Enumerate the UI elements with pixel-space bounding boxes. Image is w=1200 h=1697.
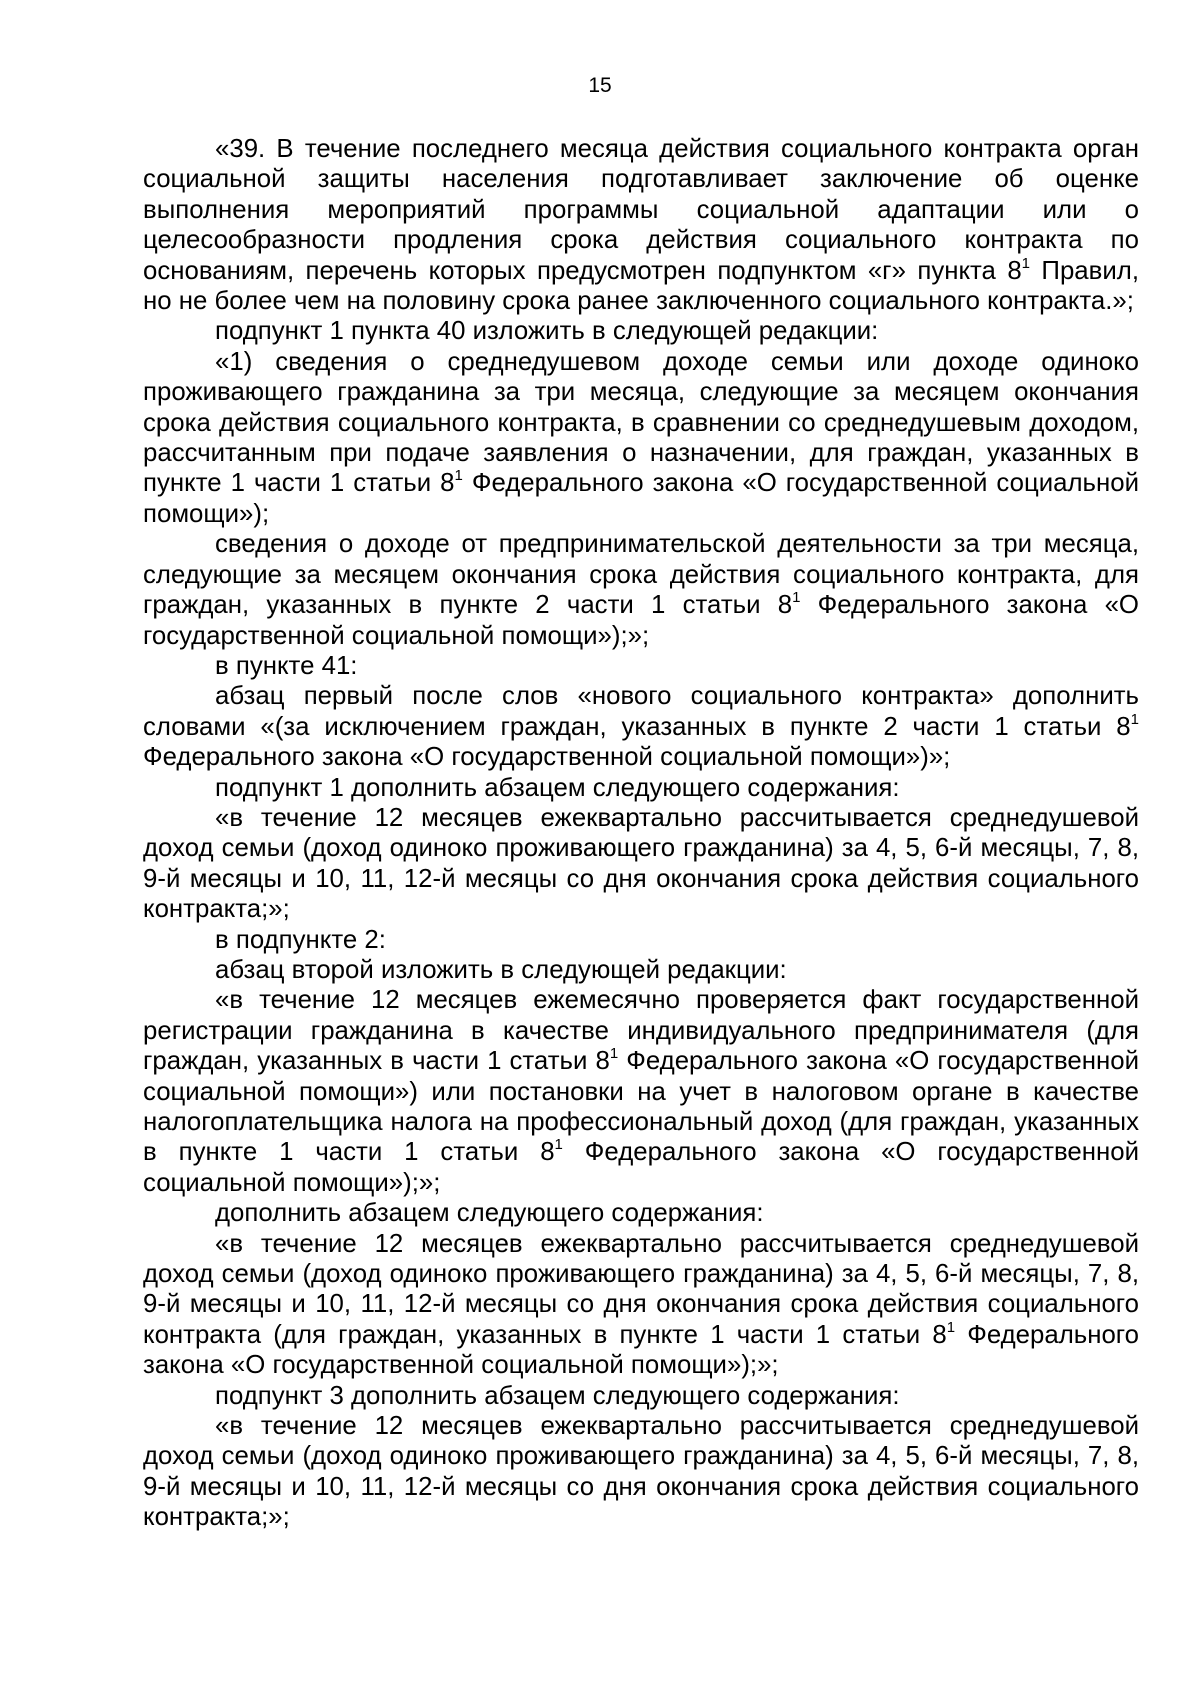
superscript: 1 <box>946 1318 956 1336</box>
paragraph-text: Федерального закона «О государственной социальной помощи»);»; <box>143 591 1139 650</box>
superscript: 1 <box>1130 710 1139 728</box>
paragraph-text: абзац первый после слов «нового социального контракта» дополнить словами «(за исключением граждан, указанных в пункте 2 части 1 статьи 8 <box>143 682 1139 741</box>
paragraph-text: «в течение 12 месяцев ежемесячно проверяется факт государственной регистрации гражданина в качестве индивидуального предпринимателя (для граждан, указанных в части 1 статьи 8 <box>143 986 1139 1076</box>
paragraph-text: подпункт 3 дополнить абзацем следующего содержания: <box>215 1381 900 1410</box>
paragraph-subitem-1 <box>143 347 1139 529</box>
paragraph-text: «в течение 12 месяцев ежеквартально рассчитывается среднедушевой доход семьи (доход одиноко проживающего гражданина) за 4, 5, 6-й месяцы, 7, 8, 9-й месяцы и 10, 11, 12-й месяцы со дня окончания срока действия социального контракта;»; <box>143 803 1139 924</box>
paragraph-quote <box>143 985 1139 1198</box>
paragraph-instruction <box>143 925 1139 955</box>
paragraph-instruction <box>143 1381 1139 1411</box>
superscript: 1 <box>454 467 463 485</box>
paragraph-text: Федерального закона «О государственной социальной помощи») или постановки на учет в налоговом органе в качестве налогоплательщика налога на профессиональный доход (для граждан, указанных в пункте 1 части 1 статьи 8 <box>143 1047 1139 1167</box>
paragraph-text: «в течение 12 месяцев ежеквартально рассчитывается среднедушевой доход семьи (доход одиноко проживающего гражданина) за 4, 5, 6-й месяцы, 7, 8, 9-й месяцы и 10, 11, 12-й месяцы со дня окончания срока действия социального контракта (для граждан, указанных в пункте 1 части 1 статьи 8 <box>143 1229 1139 1349</box>
paragraph-text: Федерального закона «О государственной социальной помощи»);»; <box>143 1320 1139 1380</box>
paragraph-text: Правил, но не более чем на половину срока ранее заключенного социального контракта.»; <box>143 256 1139 316</box>
paragraph-text: дополнить абзацем следующего содержания: <box>215 1199 764 1228</box>
paragraph-amendment <box>143 681 1139 772</box>
paragraph-text: «39. В течение последнего месяца действия социального контракта орган социальной защиты населения подготавливает заключение об оценке выполнения мероприятий программы социальной адаптации или о целесообразности продления срока действия социального контракта по основаниям, перечень которых предусмотрен подпунктом «г» пункта 8 <box>143 135 1139 285</box>
paragraph-text: подпункт 1 дополнить абзацем следующего содержания: <box>215 773 900 802</box>
page-number: 15 <box>588 74 612 97</box>
paragraph-text: Федерального закона «О государственной социальной помощи»); <box>143 469 1139 528</box>
paragraph-quote <box>143 1229 1139 1381</box>
paragraph-instruction <box>143 651 1139 681</box>
superscript: 1 <box>554 1136 563 1154</box>
paragraph-quote <box>143 803 1139 925</box>
paragraph-text: в подпункте 2: <box>215 925 386 954</box>
paragraph-instruction <box>143 1198 1139 1228</box>
superscript: 1 <box>1021 254 1031 272</box>
paragraph-text: подпункт 1 пункта 40 изложить в следующей редакции: <box>215 317 879 346</box>
paragraph-quote <box>143 1411 1139 1533</box>
superscript: 1 <box>792 589 801 607</box>
paragraph-text: в пункте 41: <box>215 651 358 680</box>
paragraph-text: Федерального закона «О государственной социальной помощи»);»; <box>143 1138 1139 1197</box>
paragraph-text: сведения о доходе от предпринимательской деятельности за три месяца, следующие за месяцем окончания срока действия социального контракта, для граждан, указанных в пункте 2 части 1 статьи 8 <box>143 530 1139 620</box>
paragraph-instruction <box>143 955 1139 985</box>
paragraph-text: Федерального закона «О государственной социальной помощи»)»; <box>143 743 951 772</box>
paragraph-text: «в течение 12 месяцев ежеквартально рассчитывается среднедушевой доход семьи (доход одиноко проживающего гражданина) за 4, 5, 6-й месяцы, 7, 8, 9-й месяцы и 10, 11, 12-й месяцы со дня окончания срока действия социального контракта;»; <box>143 1412 1139 1532</box>
document-body <box>143 134 1139 1533</box>
superscript: 1 <box>609 1045 619 1063</box>
paragraph-instruction <box>143 773 1139 803</box>
paragraph-instruction <box>143 316 1139 346</box>
paragraph-item-39 <box>143 134 1139 316</box>
paragraph-business-income <box>143 529 1139 651</box>
paragraph-text: «1) сведения о среднедушевом доходе семьи или доходе одиноко проживающего гражданина за три месяца, следующие за месяцем окончания срока действия социального контракта, в сравнении со среднедушевым доходом, рассчитанным при подаче заявления о назначении, для граждан, указанных в пункте 1 части 1 статьи 8 <box>143 347 1139 498</box>
paragraph-text: абзац второй изложить в следующей редакции: <box>215 955 787 984</box>
